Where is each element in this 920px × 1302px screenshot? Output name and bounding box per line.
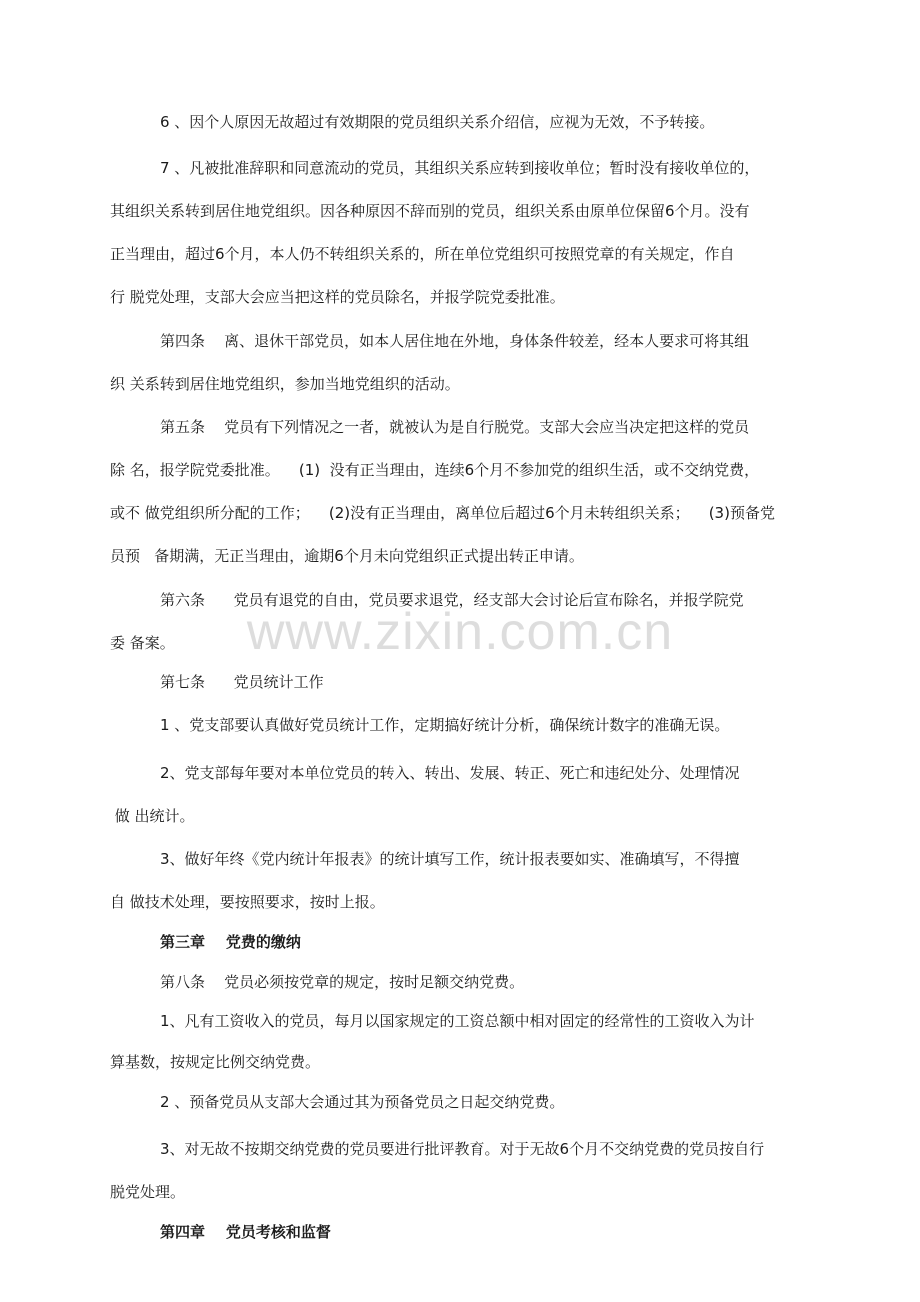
paragraph-line: 做 出统计。 — [110, 807, 195, 825]
paragraph-line: 6 、因个人原因无故超过有效期限的党员组织关系介绍信，应视为无效，不予转接。 — [160, 113, 715, 131]
paragraph-line: 自 做技术处理，要按照要求，按时上报。 — [110, 893, 385, 911]
article-line: 第七条 党员统计工作 — [160, 673, 324, 691]
paragraph-line: 正当理由，超过6个月，本人仍不转组织关系的，所在单位党组织可按照党章的有关规定，作自 — [110, 245, 735, 263]
paragraph-line: 或不 做党组织所分配的工作； (2)没有正当理由，离单位后超过6个月未转组织关系； (3)预备党 — [110, 504, 775, 522]
article-line: 第六条 党员有退党的自由，党员要求退党，经支部大会讨论后宣布除名，并报学院党 — [160, 591, 744, 609]
chapter-heading: 第四章 党员考核和监督 — [160, 1223, 331, 1241]
paragraph-line: 2、党支部每年要对本单位党员的转入、转出、发展、转正、死亡和违纪处分、处理情况 — [160, 764, 740, 782]
paragraph-line: 7 、凡被批准辞职和同意流动的党员，其组织关系应转到接收单位；暂时没有接收单位的， — [160, 159, 760, 177]
article-line: 第四条 离、退休干部党员，如本人居住地在外地，身体条件较差，经本人要求可将其组 — [160, 332, 750, 350]
paragraph-line: 3、做好年终《党内统计年报表》的统计填写工作，统计报表要如实、准确填写，不得擅 — [160, 850, 740, 868]
paragraph-line: 脱党处理。 — [110, 1183, 186, 1201]
paragraph-line: 织 关系转到居住地党组织，参加当地党组织的活动。 — [110, 375, 460, 393]
paragraph-line: 1 、党支部要认真做好党员统计工作，定期搞好统计分析，确保统计数字的准确无误。 — [160, 716, 730, 734]
paragraph-line: 2 、预备党员从支部大会通过其为预备党员之日起交纳党费。 — [160, 1093, 565, 1111]
paragraph-line: 3、对无故不按期交纳党费的党员要进行批评教育。对于无故6个月不交纳党费的党员按自行 — [160, 1140, 765, 1158]
paragraph-line: 行 脱党处理，支部大会应当把这样的党员除名，并报学院党委批准。 — [110, 288, 565, 306]
chapter-heading: 第三章 党费的缴纳 — [160, 933, 301, 951]
watermark-text: www.zixin.com.cn — [246, 603, 674, 661]
article-line: 第八条 党员必须按党章的规定，按时足额交纳党费。 — [160, 973, 525, 991]
paragraph-line: 员预 备期满，无正当理由，逾期6个月未向党组织正式提出转正申请。 — [110, 547, 584, 565]
paragraph-line: 其组织关系转到居住地党组织。因各种原因不辞而别的党员，组织关系由原单位保留6个月。没有 — [110, 202, 750, 220]
paragraph-line: 委 备案。 — [110, 634, 175, 652]
article-line: 第五条 党员有下列情况之一者，就被认为是自行脱党。支部大会应当决定把这样的党员 — [160, 418, 750, 436]
paragraph-line: 1、凡有工资收入的党员，每月以国家规定的工资总额中相对固定的经常性的工资收入为计 — [160, 1012, 755, 1030]
paragraph-line: 除 名，报学院党委批准。 (1) 没有正当理由，连续6个月不参加党的组织生活，或不交纳党费， — [110, 461, 760, 479]
paragraph-line: 算基数，按规定比例交纳党费。 — [110, 1053, 321, 1071]
